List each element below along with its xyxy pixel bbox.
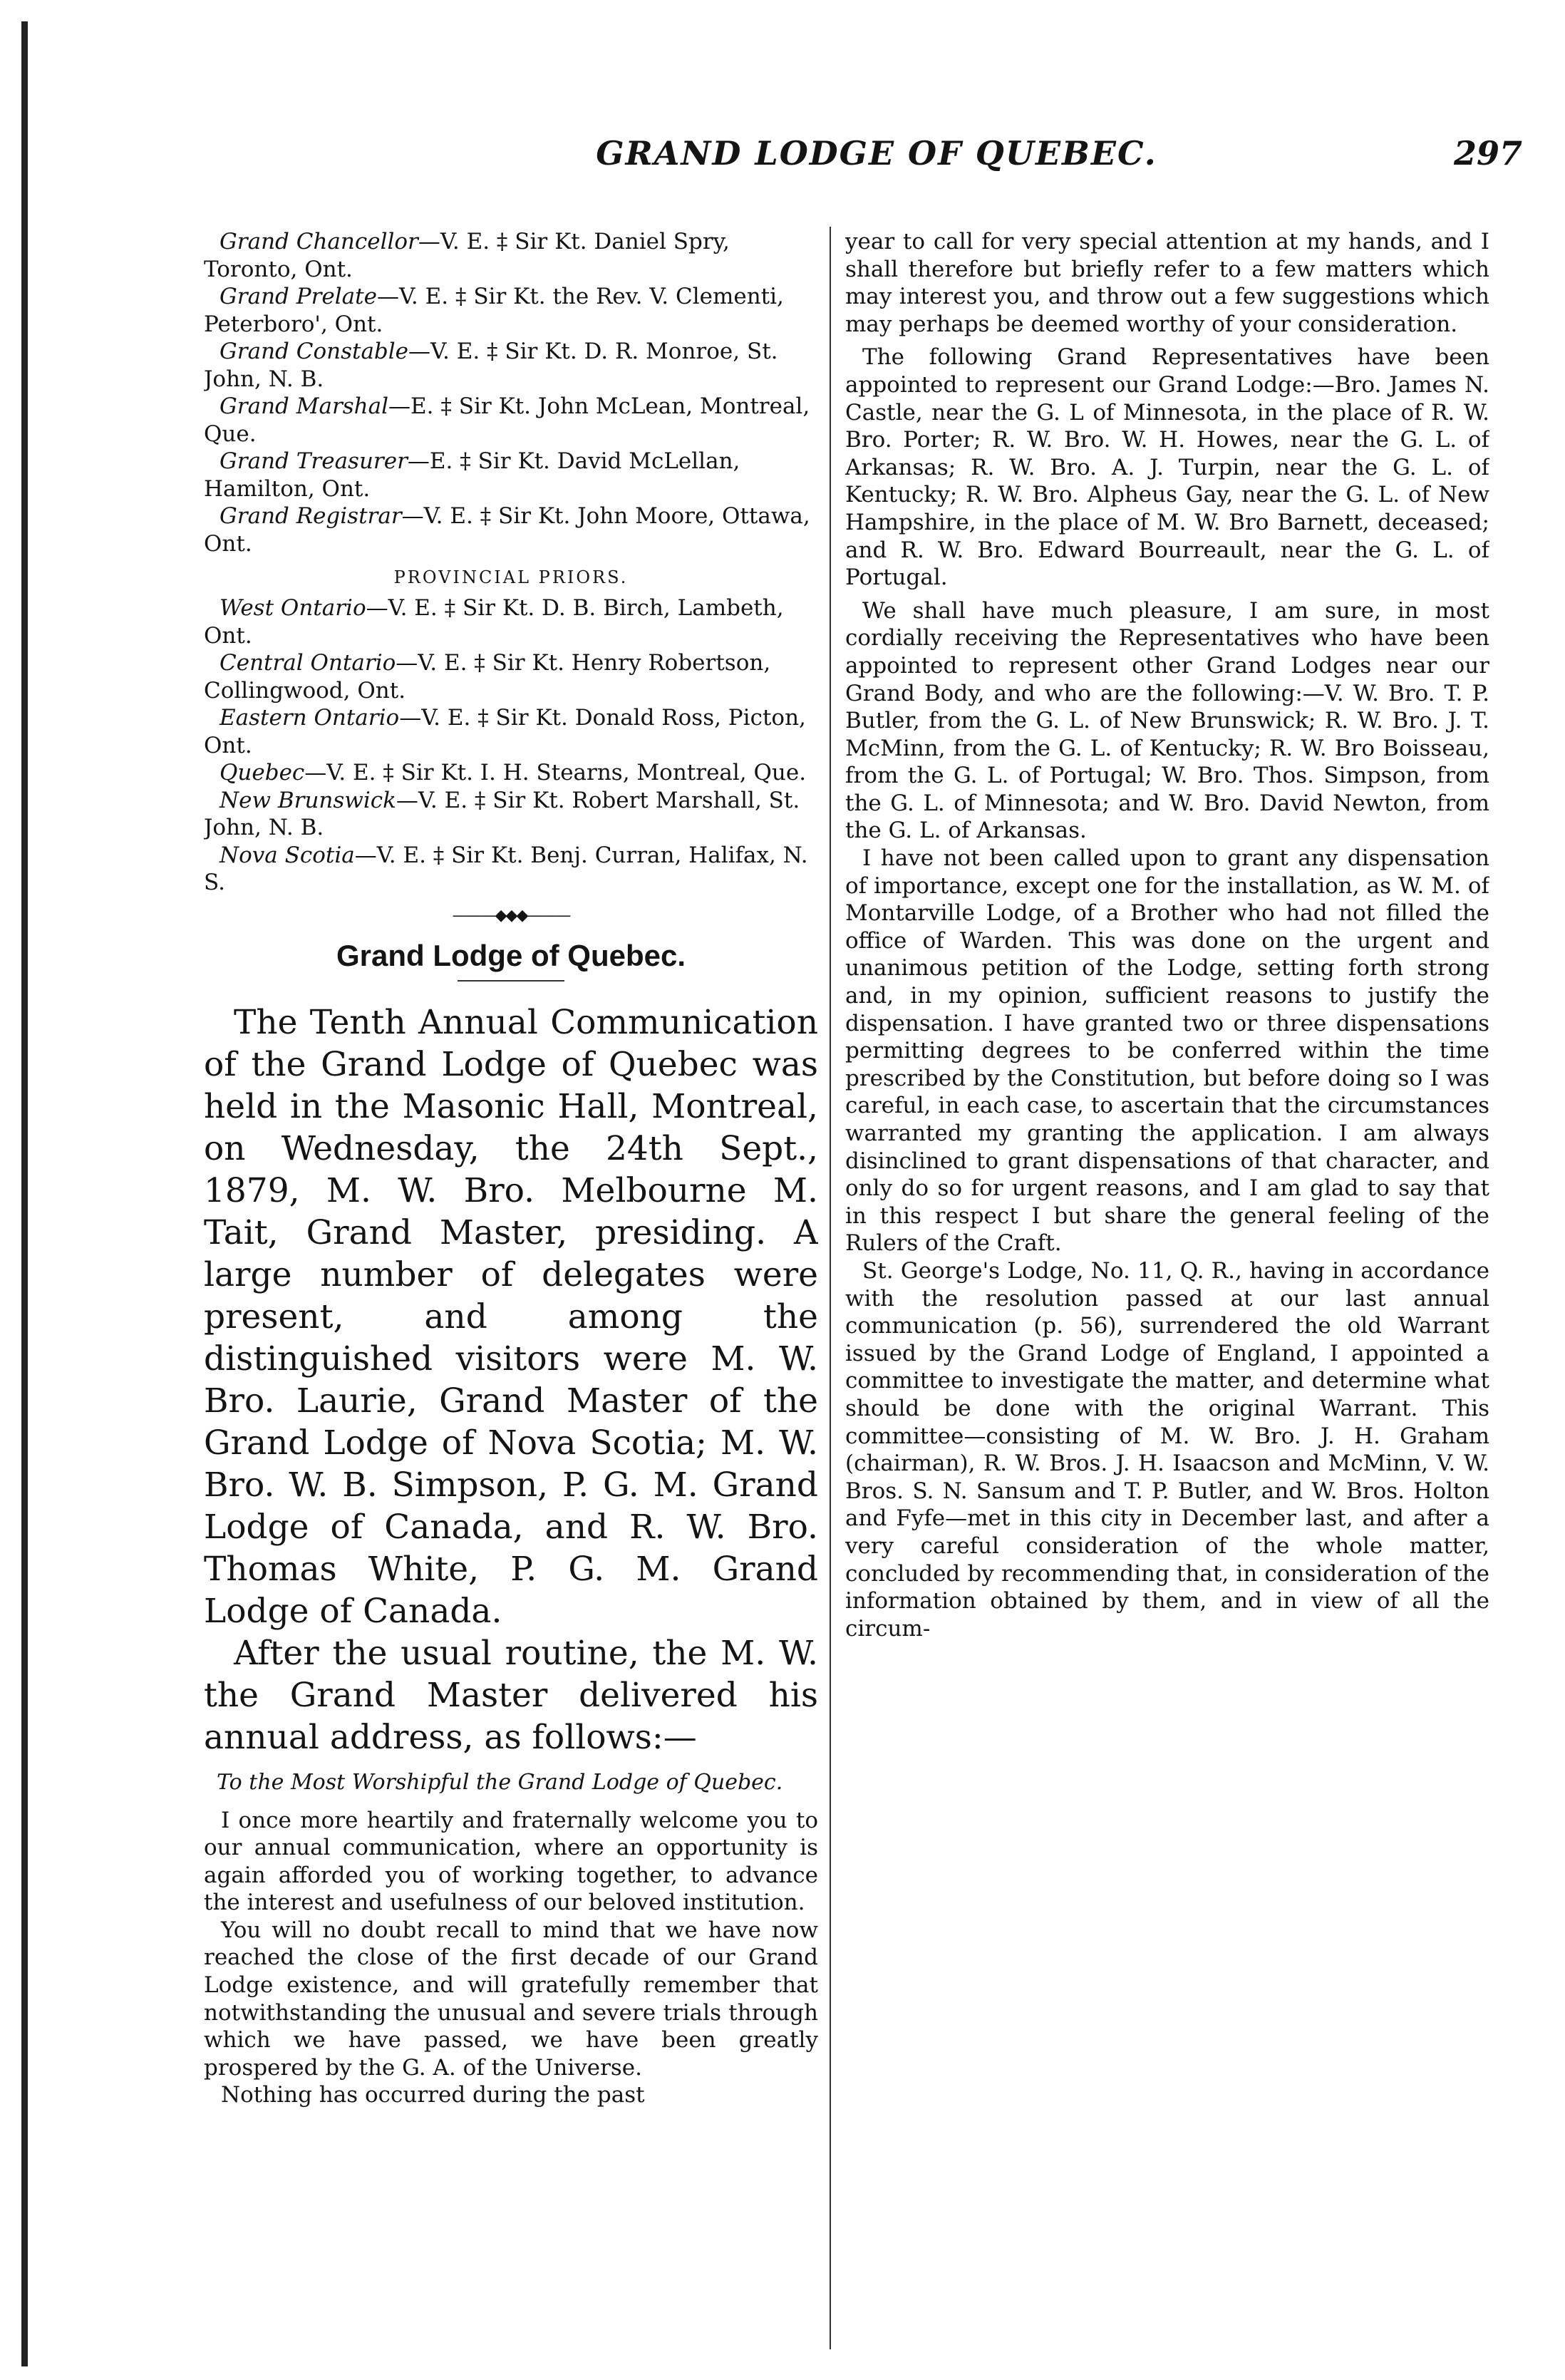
prior-entry bbox=[204, 842, 818, 897]
column-divider bbox=[830, 227, 831, 2349]
body-paragraph: Nothing has occurred during the past bbox=[221, 2082, 645, 2108]
lead-paragraph: The Tenth Annual Communication of the Grand Lodge of Quebec was held in the Masonic Hall, Montreal, on Wednesday, the 24th Sept., 1879, M. W. Bro. Melbourne M. Tait, Grand Master, presiding. A large number of delegates were present, and among the distinguished visitors were M. W. Bro. Laurie, Grand Master of the Grand Lodge of Nova Scotia; M. W. Bro. W. B. Simpson, P. G. M. Grand Lodge of Canada, and R. W. Bro. Thomas White, P. G. M. Grand Lodge of Canada. bbox=[204, 1002, 818, 1631]
officer-text: —V. E. ‡ Sir Kt. D. R. Monroe, St. John, N. B. bbox=[204, 339, 778, 392]
body-paragraph: We shall have much pleasure, I am sure, in most cordially receiving the Representatives who have been appointed to represent other Grand Lodges near our Grand Body, and who are the following:—V. W. Bro. T. P. Butler, from the G. L. of New Brunswick; R. W. Bro. J. T. McMinn, from the G. L. of Kentucky; R. W. Bro Boisseau, from the G. L. of Portugal; W. Bro. Thos. Simpson, from the G. L. of Minnesota; and W. Bro. David Newton, from the G. L. of Arkansas. bbox=[845, 597, 1489, 844]
priors-heading: PROVINCIAL PRIORS. bbox=[393, 567, 629, 587]
officer-text: —E. ‡ Sir Kt. David McLellan, Hamilton, Ont. bbox=[204, 448, 740, 502]
officer-entry bbox=[204, 503, 818, 557]
prior-text: —V. E. ‡ Sir Kt. Donald Ross, Picton, Ont. bbox=[204, 705, 806, 758]
prior-text: —V. E. ‡ Sir Kt. Henry Robertson, Collingwood, Ont. bbox=[204, 650, 771, 704]
page-number: 297 bbox=[1453, 134, 1522, 172]
running-title: GRAND LODGE OF QUEBEC. bbox=[596, 134, 1157, 172]
body-paragraph: The following Grand Representatives have been appointed to represent our Grand Lodge:—Bro. James N. Castle, near the G. L of Minnesota, in the place of R. W. Bro. Porter; R. W. Bro. W. H. Howes, near the G. L. of Arkansas; R. W. Bro. A. J. Turpin, near the G. L. of Kentucky; R. W. Bro. Alpheus Gay, near the G. L. of New Hampshire, in the place of M. W. Bro Barnett, deceased; and R. W. Bro. Edward Bourreault, near the G. L. of Portugal. bbox=[845, 344, 1489, 591]
officer-entry bbox=[204, 393, 818, 448]
officer-role: Grand Chancellor bbox=[219, 229, 418, 254]
body-paragraph: I once more heartily and fraternally welcome you to our annual communication, where an opportunity is again afforded you of working together, to advance the interest and usefulness of our beloved institution. bbox=[204, 1807, 818, 1916]
officer-role: Grand Constable bbox=[219, 339, 409, 364]
section-title: Grand Lodge of Quebec. bbox=[336, 938, 686, 972]
lead-paragraph: After the usual routine, the M. W. the Grand Master delivered his annual address, as follows:— bbox=[204, 1633, 818, 1757]
ornament-divider: ———◆◆◆——— bbox=[452, 906, 570, 924]
page-header bbox=[200, 134, 1522, 184]
prior-entry bbox=[204, 594, 818, 649]
address-salutation: To the Most Worshipful the Grand Lodge of Quebec. bbox=[217, 1769, 783, 1795]
left-column bbox=[204, 228, 818, 2352]
body-paragraph: St. George's Lodge, No. 11, Q. R., having in accordance with the resolution passed at our last annual communication (p. 56), surrendered the old Warrant issued by the Grand Lodge of England, I appointed a committee to investigate the matter, and determine what should be done with the original Warrant. This committee—consisting of M. W. Bro. J. H. Graham (chairman), R. W. Bros. J. H. Isaacson and McMinn, V. W. Bros. S. N. Sansum and T. P. Butler, and W. Bros. Holton and Fyfe—met in this city in December last, and after a very careful consideration of the whole matter, concluded by recommending that, in consideration of the information obtained by them, and in view of all the circum- bbox=[845, 1257, 1489, 1642]
prior-region: Eastern Ontario bbox=[219, 705, 400, 731]
prior-entry bbox=[204, 649, 818, 704]
body-paragraph: I have not been called upon to grant any dispensation of importance, except one for the installation, as W. M. of Montarville Lodge, of a Brother who had not filled the office of Warden. This was done on the urgent and unanimous petition of the Lodge, setting forth strong and, in my opinion, sufficient reasons to justify the dispensation. I have granted two or three dispensations permitting degrees to be conferred within the time prescribed by the Constitution, but before doing so I was careful, in each case, to ascertain that the circumstances warranted my granting the application. I am always disinclined to grant dispensations of that character, and only do so for urgent reasons, and I am glad to say that in this respect I but share the general feeling of the Rulers of the Craft. bbox=[845, 845, 1489, 1257]
prior-entry bbox=[204, 704, 818, 759]
prior-text: —V. E. ‡ Sir Kt. Benj. Curran, Halifax, N. S. bbox=[204, 842, 808, 895]
officer-text: —V. E. ‡ Sir Kt. Daniel Spry, Toronto, Ont. bbox=[204, 229, 730, 282]
prior-text: —V. E. ‡ Sir Kt. I. H. Stearns, Montreal, Que. bbox=[304, 760, 807, 785]
title-rule bbox=[458, 980, 564, 982]
officer-role: Grand Prelate bbox=[219, 284, 377, 309]
officer-role: Grand Marshal bbox=[219, 393, 389, 419]
prior-region: Quebec bbox=[219, 760, 305, 785]
officer-role: Grand Treasurer bbox=[219, 448, 408, 474]
prior-region: Central Ontario bbox=[219, 650, 396, 676]
priors-list bbox=[204, 594, 818, 897]
prior-region: Nova Scotia bbox=[219, 842, 355, 868]
body-paragraph: year to call for very special attention at my hands, and I shall therefore but briefly refer to a few matters which may interest you, and throw out a few suggestions which may perhaps be deemed worthy of your consideration. bbox=[845, 229, 1489, 337]
officer-list bbox=[204, 228, 818, 557]
officer-entry bbox=[204, 228, 818, 283]
prior-text: —V. E. ‡ Sir Kt. Robert Marshall, St. John, N. B. bbox=[204, 787, 800, 840]
right-column bbox=[845, 228, 1489, 2352]
prior-region: New Brunswick bbox=[219, 787, 396, 813]
officer-text: —V. E. ‡ Sir Kt. John Moore, Ottawa, Ont. bbox=[204, 503, 810, 557]
officer-text: —E. ‡ Sir Kt. John McLean, Montreal, Que. bbox=[204, 393, 810, 447]
officer-entry bbox=[204, 338, 818, 393]
prior-entry bbox=[204, 787, 818, 842]
binding-edge bbox=[21, 21, 28, 2366]
officer-text: —V. E. ‡ Sir Kt. the Rev. V. Clementi, Peterboro', Ont. bbox=[204, 284, 784, 337]
officer-role: Grand Registrar bbox=[219, 503, 402, 529]
officer-entry bbox=[204, 283, 818, 338]
officer-entry bbox=[204, 448, 818, 503]
prior-entry bbox=[204, 759, 818, 787]
body-paragraph: You will no doubt recall to mind that we have now reached the close of the first decade of our Grand Lodge existence, and will gratefully remember that notwithstanding the unusual and severe trials through which we have passed, we have been greatly prospered by the G. A. of the Universe. bbox=[204, 1917, 818, 2081]
prior-region: West Ontario bbox=[219, 595, 366, 621]
prior-text: —V. E. ‡ Sir Kt. D. B. Birch, Lambeth, Ont. bbox=[204, 595, 784, 649]
